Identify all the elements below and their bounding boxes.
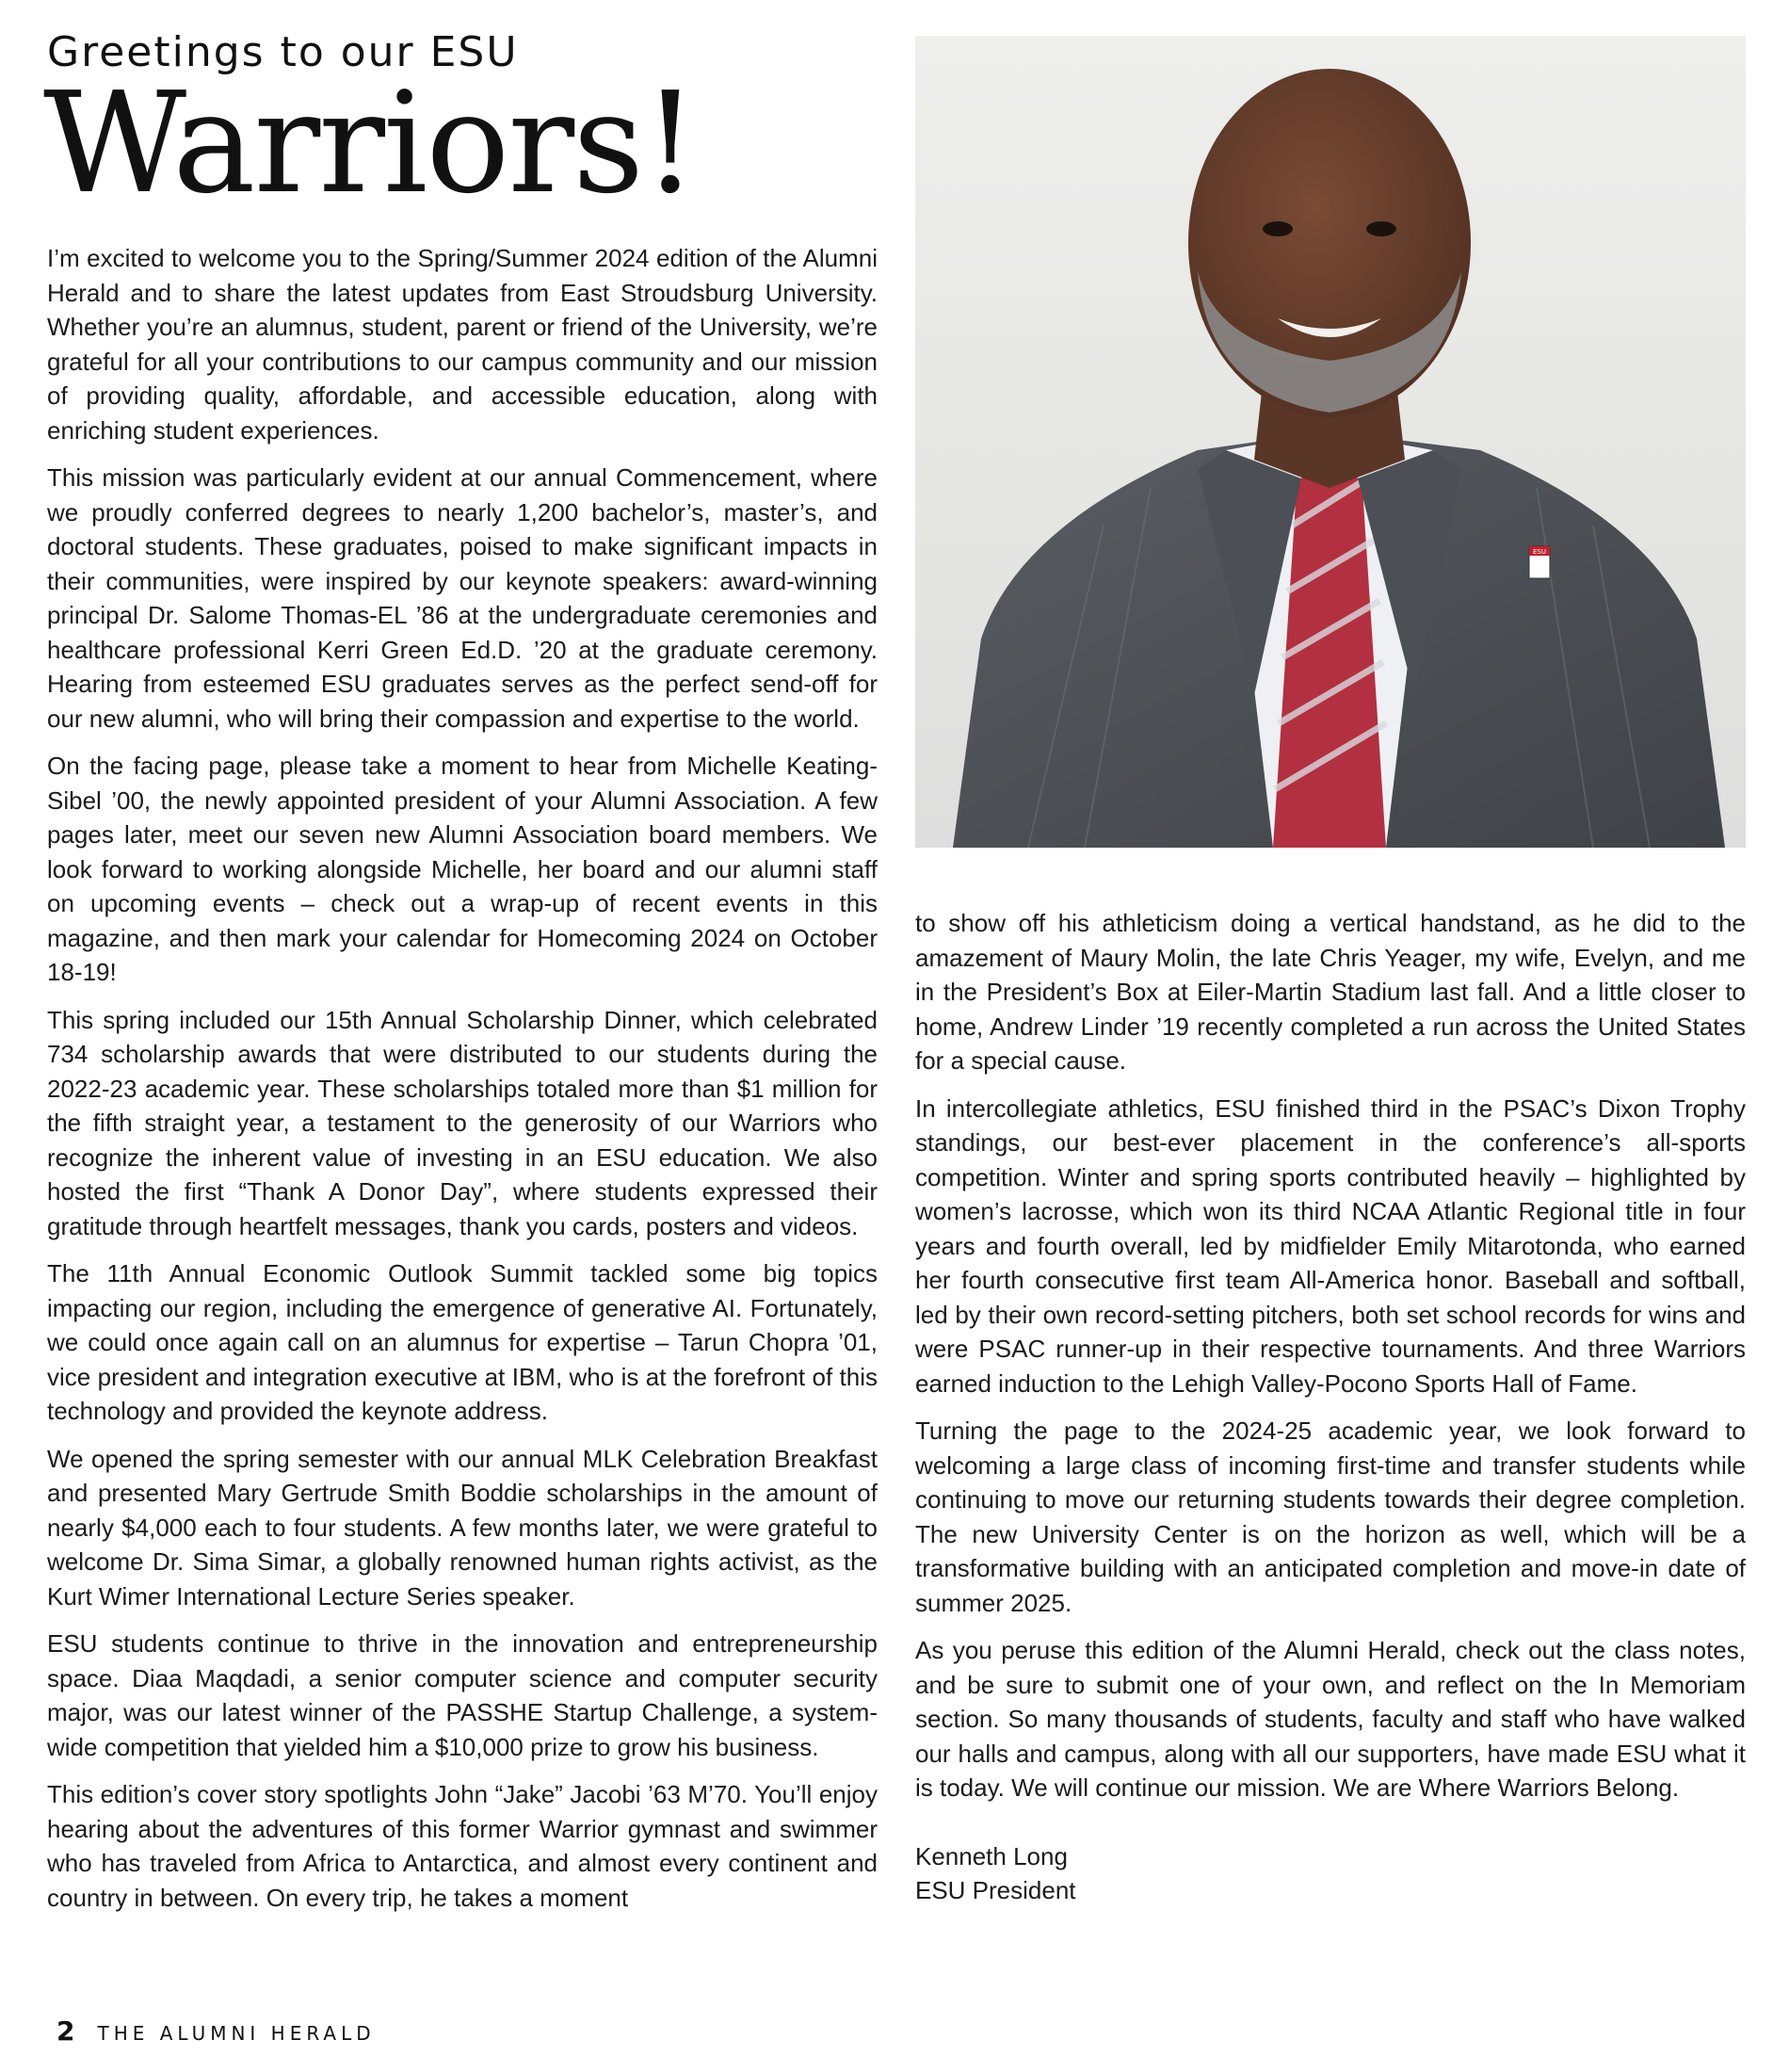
page-number: 2: [56, 2015, 75, 2047]
publication-name: THE ALUMNI HERALD: [97, 2022, 376, 2045]
portrait-illustration: [915, 36, 1746, 848]
paragraph: Turning the page to the 2024-25 academic year, we look forward to welcoming a large class of incoming first-time and transfer students while continuing to move our returning students towards their degree completion. The new University Center is on the horizon as well, which will be a transformative building with an anticipated completion and move-in date of summer 2025.: [915, 1416, 1746, 1617]
signature-block: [915, 1839, 1746, 1908]
letter-column-left: [47, 241, 878, 1928]
paragraph: In intercollegiate athletics, ESU finished third in the PSAC’s Dixon Trophy standings, our best-ever placement in the conference’s all-sports competition. Winter and spring sports contributed heavily – highlighted by women’s lacrosse, which won its third NCAA Atlantic Regional title in four years and fourth overall, led by midfielder Emily Mitarotonda, who earned her fourth consecutive first team All-America honor. Baseball and softball, led by their own record-setting pitchers, both set school records for wins and were PSAC runner-up in their respective tournaments. And three Warriors earned induction to the Lehigh Valley-Pocono Sports Hall of Fame.: [915, 1093, 1746, 1398]
kicker-heading: Greetings to our ESU: [47, 28, 519, 76]
paragraph: This mission was particularly evident at our annual Commencement, where we proudly conferred degrees to nearly 1,200 bachelor’s, master’s, and doctoral students. These graduates, poised to make significant impacts in their communities, were inspired by our keynote speakers: award-winning principal Dr. Salome Thomas-EL ’86 at the undergraduate ceremonies and healthcare professional Kerri Green Ed.D. ’20 at the graduate ceremony. Hearing from esteemed ESU graduates serves as the perfect send-off for our new alumni, who will bring their compassion and expertise to the world.: [47, 463, 878, 733]
paragraph: On the facing page, please take a moment to hear from Michelle Keating-Sibel ’00, the newly appointed president of your Alumni Association. A few pages later, meet our seven new Alumni Association board members. We look forward to working alongside Michelle, her board and our alumni staff on upcoming events – check out a wrap-up of recent events in this magazine, and then mark your calendar for Homecoming 2024 on October 18-19!: [47, 752, 878, 986]
page-footer: [56, 2015, 376, 2047]
signature-name: Kenneth Long: [915, 1841, 1068, 1870]
page-title: Warriors!: [43, 62, 697, 224]
paragraph: We opened the spring semester with our annual MLK Celebration Breakfast and presented Mary Gertrude Smith Boddie scholarships in the amount of nearly $4,000 each to four students. A few months later, we were grateful to welcome Dr. Sima Simar, a globally renowned human rights activist, as the Kurt Wimer International Lecture Series speaker.: [47, 1444, 878, 1611]
paragraph: This spring included our 15th Annual Scholarship Dinner, which celebrated 734 scholarship awards that were distributed to our students during the 2022-23 academic year. These scholarships totaled more than $1 million for the fifth straight year, a testament to the generosity of our Warriors who recognize the inherent value of investing in an ESU education. We also hosted the first “Thank A Donor Day”, where students expressed their gratitude through heartfelt messages, thank you cards, posters and videos.: [47, 1005, 878, 1240]
paragraph: The 11th Annual Economic Outlook Summit tackled some big topics impacting our region, including the emergence of generative AI. Fortunately, we could once again call on an alumnus for expertise – Tarun Chopra ’01, vice president and integration executive at IBM, who is at the forefront of this technology and provided the keynote address.: [47, 1259, 878, 1425]
paragraph: to show off his athleticism doing a vertical handstand, as he did to the amazement of Maury Molin, the late Chris Yeager, my wife, Evelyn, and me in the President’s Box at Eiler-Martin Stadium last fall. And a little closer to home, Andrew Linder ’19 recently completed a run across the United States for a special cause.: [915, 909, 1746, 1075]
paragraph: This edition’s cover story spotlights John “Jake” Jacobi ’63 M’70. You’ll enjoy hearing about the adventures of this former Warrior gymnast and swimmer who has traveled from Africa to Antarctica, and almost every continent and country in between. On every trip, he takes a moment: [47, 1780, 878, 1912]
signature-title: ESU President: [915, 1876, 1076, 1904]
paragraph: I’m excited to welcome you to the Spring/Summer 2024 edition of the Alumni Herald and to share the latest updates from East Stroudsburg University. Whether you’re an alumnus, student, parent or friend of the University, we’re grateful for all your contributions to our campus community and our mission of providing quality, affordable, and accessible education, along with enriching student experiences.: [47, 244, 878, 445]
president-portrait: [915, 36, 1746, 848]
paragraph: ESU students continue to thrive in the innovation and entrepreneurship space. Diaa Maqdadi, a senior computer science and computer security major, was our latest winner of the PASSHE Startup Challenge, a system-wide competition that yielded him a $10,000 prize to grow his business.: [47, 1629, 878, 1761]
letter-column-right: [915, 906, 1746, 1908]
lapel-pin-text: ESU: [1533, 548, 1546, 556]
paragraph: As you peruse this edition of the Alumni Herald, check out the class notes, and be sure to submit one of your own, and reflect on the In Memoriam section. So many thousands of students, faculty and staff who have walked our halls and campus, along with all our supporters, have made ESU what it is today. We will continue our mission. We are Where Warriors Belong.: [915, 1636, 1746, 1802]
